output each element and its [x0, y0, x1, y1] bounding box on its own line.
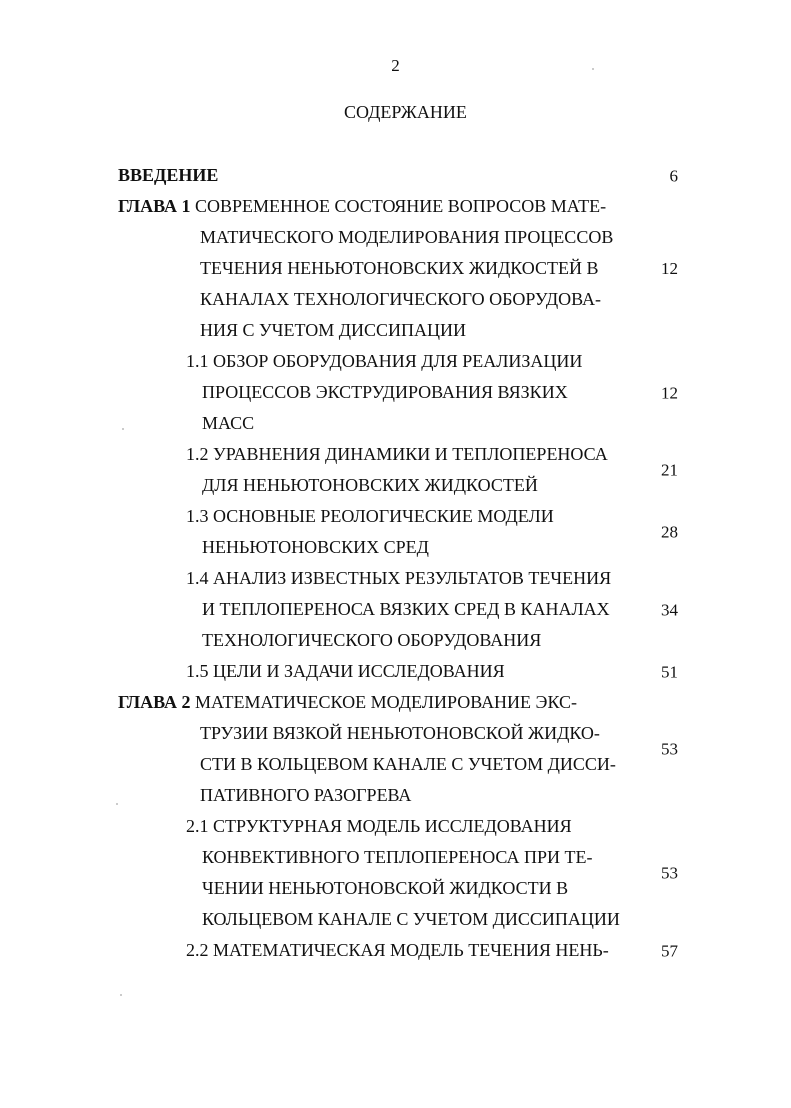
entry-page-number: 34 [661, 600, 678, 619]
entry-page-number: 6 [669, 166, 678, 185]
entry-title-line: ТЕЧЕНИЯ НЕНЬЮТОНОВСКИХ ЖИДКОСТЕЙ В [200, 258, 599, 278]
entry-title-line: 1.1 ОБЗОР ОБОРУДОВАНИЯ ДЛЯ РЕАЛИЗАЦИИ [186, 351, 583, 371]
scan-speck [122, 428, 124, 430]
toc-entry-section-1-4 [118, 563, 678, 656]
entry-title-line: 1.2 УРАВНЕНИЯ ДИНАМИКИ И ТЕПЛОПЕРЕНОСА [186, 444, 608, 464]
chapter-label: ГЛАВА 1 [118, 196, 191, 216]
table-of-contents [118, 160, 678, 966]
toc-entry-section-1-1 [118, 346, 678, 439]
toc-title: СОДЕРЖАНИЕ [344, 102, 467, 122]
entry-title-line: И ТЕПЛОПЕРЕНОСА ВЯЗКИХ СРЕД В КАНАЛАХ [202, 599, 610, 619]
chapter-label: ГЛАВА 2 [118, 692, 191, 712]
scan-speck [120, 994, 122, 996]
entry-label: ВВЕДЕНИЕ [118, 165, 219, 185]
entry-title-line: 1.4 АНАЛИЗ ИЗВЕСТНЫХ РЕЗУЛЬТАТОВ ТЕЧЕНИЯ [186, 568, 612, 588]
entry-title-line: МАТИЧЕСКОГО МОДЕЛИРОВАНИЯ ПРОЦЕССОВ [200, 227, 614, 247]
toc-entry-section-1-5 [118, 656, 678, 687]
entry-title-line: 1.3 ОСНОВНЫЕ РЕОЛОГИЧЕСКИЕ МОДЕЛИ [186, 506, 554, 526]
entry-page-number: 12 [661, 383, 678, 402]
entry-title-line: НИЯ С УЧЕТОМ ДИССИПАЦИИ [200, 320, 466, 340]
entry-title-line: МАТЕМАТИЧЕСКОЕ МОДЕЛИРОВАНИЕ ЭКС- [195, 692, 577, 712]
entry-title-line: 1.5 ЦЕЛИ И ЗАДАЧИ ИССЛЕДОВАНИЯ [186, 661, 505, 681]
scan-speck [116, 803, 118, 805]
toc-entry-chapter-2 [118, 687, 678, 811]
scan-speck [592, 68, 594, 70]
entry-title-line: ПАТИВНОГО РАЗОГРЕВА [200, 785, 412, 805]
entry-page-number: 12 [661, 259, 678, 278]
entry-title-line: ДЛЯ НЕНЬЮТОНОВСКИХ ЖИДКОСТЕЙ [202, 475, 538, 495]
entry-title-line: ТЕХНОЛОГИЧЕСКОГО ОБОРУДОВАНИЯ [202, 630, 542, 650]
page-number: 2 [391, 56, 400, 75]
entry-title-line: СОВРЕМЕННОЕ СОСТОЯНИЕ ВОПРОСОВ МАТЕ- [195, 196, 607, 216]
entry-title-line: КОЛЬЦЕВОМ КАНАЛЕ С УЧЕТОМ ДИССИПАЦИИ [202, 909, 620, 929]
entry-page-number: 57 [661, 941, 678, 960]
entry-title-line: ПРОЦЕССОВ ЭКСТРУДИРОВАНИЯ ВЯЗКИХ [202, 382, 568, 402]
entry-page-number: 53 [661, 739, 678, 759]
entry-title-line: СТИ В КОЛЬЦЕВОМ КАНАЛЕ С УЧЕТОМ ДИССИ- [200, 754, 616, 774]
entry-title-line: 2.1 СТРУКТУРНАЯ МОДЕЛЬ ИССЛЕДОВАНИЯ [186, 816, 572, 836]
entry-title-line: ЧЕНИИ НЕНЬЮТОНОВСКОЙ ЖИДКОСТИ В [202, 878, 569, 898]
toc-entry-chapter-1 [118, 191, 678, 346]
entry-page-number: 28 [661, 522, 678, 542]
entry-title-line: НЕНЬЮТОНОВСКИХ СРЕД [202, 537, 429, 557]
entry-page-number: 21 [661, 460, 678, 480]
toc-entry-section-2-2 [118, 935, 678, 966]
entry-title-line: КАНАЛАХ ТЕХНОЛОГИЧЕСКОГО ОБОРУДОВА- [200, 289, 601, 309]
toc-entry-section-1-3 [118, 501, 678, 563]
entry-title-line: ТРУЗИИ ВЯЗКОЙ НЕНЬЮТОНОВСКОЙ ЖИДКО- [200, 723, 600, 743]
entry-title-line: КОНВЕКТИВНОГО ТЕПЛОПЕРЕНОСА ПРИ ТЕ- [202, 847, 593, 867]
entry-page-number: 51 [661, 662, 678, 681]
toc-entry-section-2-1 [118, 811, 678, 935]
toc-entry-introduction [118, 160, 678, 191]
toc-entry-section-1-2 [118, 439, 678, 501]
entry-title-line: МАСС [202, 413, 255, 433]
entry-page-number: 53 [661, 863, 678, 883]
entry-title-line: 2.2 МАТЕМАТИЧЕСКАЯ МОДЕЛЬ ТЕЧЕНИЯ НЕНЬ- [186, 940, 609, 960]
